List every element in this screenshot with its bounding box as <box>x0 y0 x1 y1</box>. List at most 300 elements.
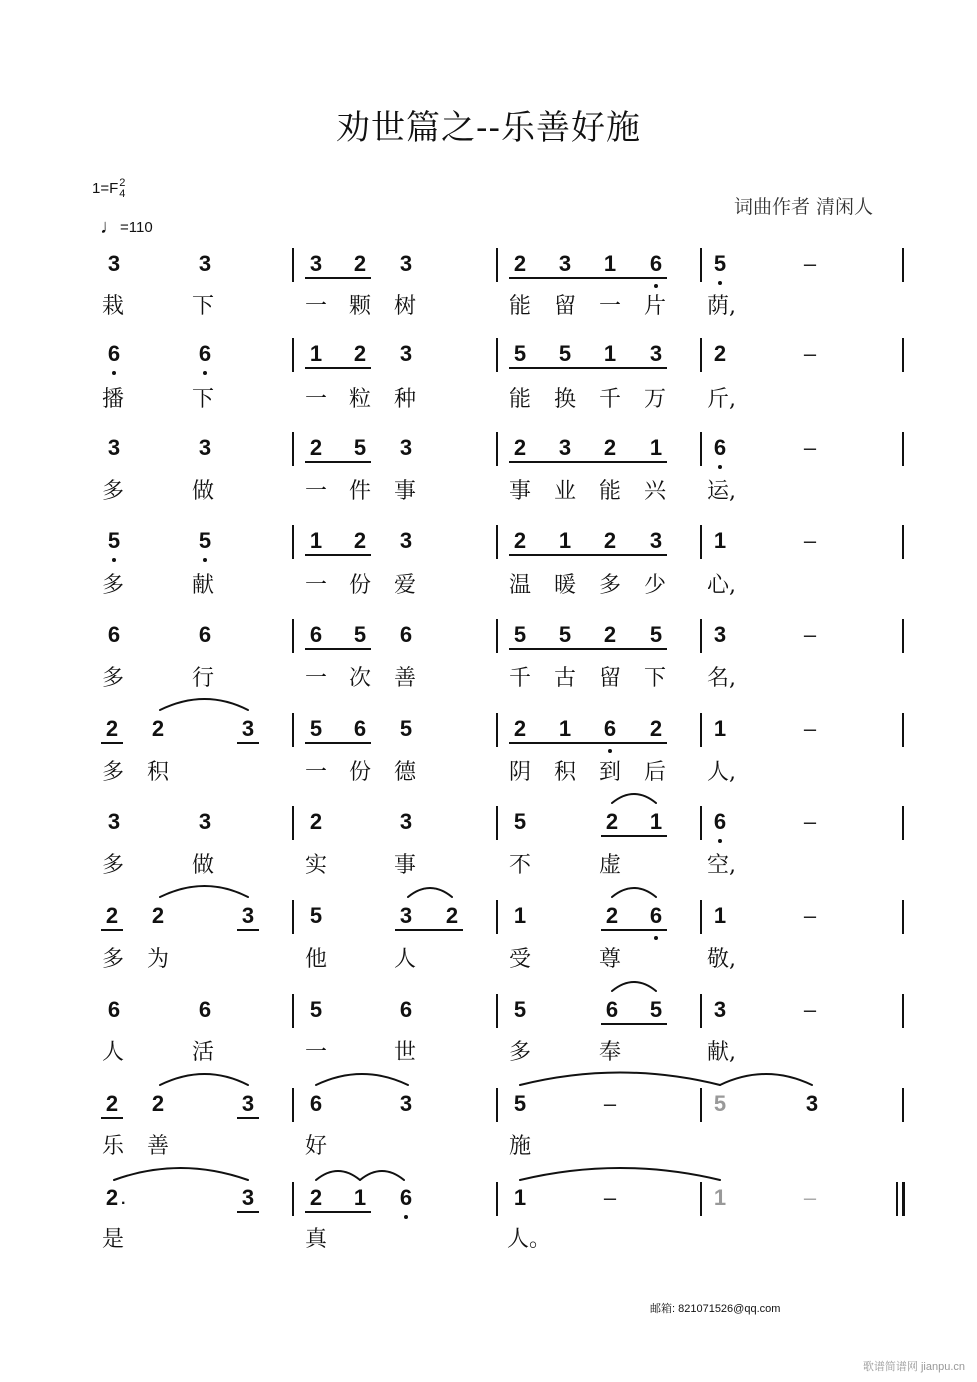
lyric: 暖 <box>553 573 576 598</box>
slur <box>520 1168 720 1180</box>
lyric: 多 <box>598 573 621 598</box>
note: 1 <box>713 1185 727 1210</box>
note: 1 <box>713 903 727 928</box>
bar-line <box>496 248 498 282</box>
note: 2 <box>309 809 323 834</box>
note: 1 <box>309 341 323 366</box>
beam-underline <box>610 648 656 650</box>
lyric: 多 <box>101 573 124 598</box>
dash-mark: – <box>803 622 817 647</box>
octave-dot <box>203 371 207 375</box>
note: 6 <box>198 622 212 647</box>
eighth-underline <box>237 1211 259 1213</box>
beam-underline <box>316 554 360 556</box>
dash-mark: – <box>803 341 817 366</box>
bar-line <box>902 525 904 559</box>
note: 6 <box>198 997 212 1022</box>
note: 6 <box>709 810 731 834</box>
note: 1 <box>558 716 572 741</box>
eighth-underline <box>237 1117 259 1119</box>
beam-underline <box>565 461 610 463</box>
note: 3 <box>558 251 572 276</box>
slur <box>160 699 248 710</box>
bar-line <box>700 338 702 372</box>
note: 1 <box>309 528 323 553</box>
note: 2 <box>105 903 119 928</box>
note: 5 <box>513 809 527 834</box>
lyric: 献, <box>707 1040 736 1065</box>
note: 2 <box>353 251 367 276</box>
lyric: 多 <box>101 760 124 785</box>
note: 3 <box>241 716 255 741</box>
note: 3 <box>399 528 413 553</box>
note: 5 <box>103 529 125 553</box>
lyric: 多 <box>101 947 124 972</box>
beam-underline <box>565 277 610 279</box>
note: 3 <box>558 435 572 460</box>
note: 6 <box>599 717 621 741</box>
beam-underline <box>316 461 360 463</box>
lyric: 尊 <box>598 947 621 972</box>
octave-dot <box>654 936 658 940</box>
note: 5 <box>513 1091 527 1116</box>
lyric: 下 <box>191 294 214 319</box>
octave-dot <box>654 284 658 288</box>
dash-mark: – <box>803 251 817 276</box>
bar-line <box>292 525 294 559</box>
bar-line <box>292 994 294 1028</box>
lyric: 件 <box>348 479 371 504</box>
note: 6 <box>107 622 121 647</box>
note: 2 <box>649 716 663 741</box>
bar-line <box>496 525 498 559</box>
lyric: 行 <box>191 666 214 691</box>
slur <box>160 1074 248 1085</box>
lyric: 能 <box>598 479 621 504</box>
note: 3 <box>198 809 212 834</box>
octave-dot <box>112 558 116 562</box>
note: 5 <box>513 341 527 366</box>
watermark: 歌谱简谱网 jianpu.cn <box>862 1361 965 1373</box>
note: 2 <box>105 716 119 741</box>
bar-line <box>292 619 294 653</box>
bar-line <box>902 713 904 747</box>
beam-underline <box>316 277 360 279</box>
note: 1 <box>558 528 572 553</box>
lyric: 一 <box>304 387 327 412</box>
dash-mark: – <box>603 1185 617 1210</box>
bar-line <box>496 900 498 934</box>
note: 3 <box>399 341 413 366</box>
lyric: 爱 <box>393 573 416 598</box>
composer-credit: 词曲作者 清闲人 <box>733 196 873 218</box>
lyric: 人。 <box>507 1227 552 1252</box>
song-title: 劝世篇之--乐善好施 <box>336 108 641 148</box>
note: 3 <box>198 435 212 460</box>
note: 5 <box>709 252 731 276</box>
lyric: 古 <box>553 666 576 691</box>
note: 3 <box>805 1091 819 1116</box>
lyric: 次 <box>348 666 371 691</box>
note: 1 <box>649 809 663 834</box>
lyric: 多 <box>101 479 124 504</box>
note: 3 <box>198 251 212 276</box>
bar-line <box>292 248 294 282</box>
time-signature: 2 4 <box>119 177 126 200</box>
note: 3 <box>241 1185 255 1210</box>
lyric: 一 <box>304 666 327 691</box>
beam-underline <box>612 835 656 837</box>
note: 6 <box>309 1091 323 1116</box>
beam-underline <box>565 554 610 556</box>
bar-line <box>496 1182 498 1216</box>
key-signature <box>92 178 125 200</box>
eighth-underline <box>101 929 123 931</box>
beam-underline <box>565 648 610 650</box>
note: 3 <box>713 622 727 647</box>
slur <box>360 1171 404 1180</box>
lyric: 万 <box>643 387 666 412</box>
lyric: 一 <box>304 294 327 319</box>
note: 2 <box>309 435 323 460</box>
beam-underline <box>406 929 452 931</box>
eighth-underline <box>101 1117 123 1119</box>
note: 6 <box>395 1186 417 1210</box>
lyric: 做 <box>191 853 214 878</box>
beam-underline <box>612 929 656 931</box>
note: 2 <box>513 528 527 553</box>
lyric: 栽 <box>101 294 124 319</box>
slur <box>408 888 452 897</box>
note: 2 <box>513 251 527 276</box>
beam-underline <box>520 277 565 279</box>
lyric: 下 <box>191 387 214 412</box>
beam-underline <box>520 367 565 369</box>
note: 6 <box>309 622 323 647</box>
lyric: 人 <box>101 1040 124 1065</box>
note: 1 <box>603 341 617 366</box>
note: 2 <box>309 1185 323 1210</box>
lyric: 献 <box>191 573 214 598</box>
bar-line <box>700 619 702 653</box>
beam-underline <box>610 367 656 369</box>
bar-line <box>700 713 702 747</box>
dash-mark: – <box>803 528 817 553</box>
bar-line <box>700 900 702 934</box>
quarter-note-icon: ♩ <box>100 216 120 238</box>
bar-line <box>902 432 904 466</box>
lyric: 下 <box>643 666 666 691</box>
bar-line <box>496 713 498 747</box>
beam-underline <box>610 461 656 463</box>
note: 6 <box>107 997 121 1022</box>
beam-underline <box>316 367 360 369</box>
slur <box>720 1074 812 1085</box>
bar-line <box>902 248 904 282</box>
lyric: 一 <box>304 1040 327 1065</box>
lyric: 片 <box>643 294 666 319</box>
note: 2 <box>105 1091 119 1116</box>
eighth-underline <box>237 742 259 744</box>
note: 3 <box>309 251 323 276</box>
dash-mark: – <box>803 1185 817 1210</box>
slur <box>316 1171 360 1180</box>
note: 5 <box>194 529 216 553</box>
note: 5 <box>649 997 663 1022</box>
dash-mark: – <box>803 903 817 928</box>
note: 5 <box>309 997 323 1022</box>
dash-mark: – <box>803 997 817 1022</box>
lyric: 他 <box>304 947 327 972</box>
lyric: 业 <box>553 479 576 504</box>
lyric: 敬, <box>707 947 736 972</box>
key-label: 1=F <box>92 179 119 197</box>
note: 1 <box>603 251 617 276</box>
lyric: 好 <box>304 1134 327 1159</box>
lyric: 粒 <box>348 387 371 412</box>
lyric: 颗 <box>348 294 371 319</box>
bar-line <box>292 900 294 934</box>
slur <box>520 1073 720 1086</box>
eighth-underline <box>101 742 123 744</box>
note: 3 <box>107 435 121 460</box>
note: 3 <box>241 903 255 928</box>
lyric: 留 <box>598 666 621 691</box>
lyric: 是 <box>101 1227 124 1252</box>
note: 2 <box>353 528 367 553</box>
lyric: 积 <box>553 760 576 785</box>
tempo-value: =110 <box>120 219 153 236</box>
note: 6 <box>399 622 413 647</box>
note: 1 <box>713 528 727 553</box>
octave-dot <box>203 558 207 562</box>
lyric: 为 <box>146 947 169 972</box>
bar-line <box>292 713 294 747</box>
lyric: 虚 <box>598 853 621 878</box>
octave-dot <box>404 1215 408 1219</box>
note: 5 <box>309 903 323 928</box>
note: 3 <box>399 251 413 276</box>
note: 2 <box>513 435 527 460</box>
lyric: 一 <box>304 479 327 504</box>
augmentation-dot: · <box>121 1195 127 1212</box>
beam-underline <box>520 648 565 650</box>
note: 1 <box>513 903 527 928</box>
note: 5 <box>558 341 572 366</box>
bar-line <box>700 525 702 559</box>
bar-line <box>902 338 904 372</box>
lyric: 名, <box>707 666 736 691</box>
note: 3 <box>399 435 413 460</box>
note: 2 <box>151 716 165 741</box>
lyric: 事 <box>393 853 416 878</box>
note: 5 <box>649 622 663 647</box>
lyric: 事 <box>508 479 531 504</box>
lyric: 份 <box>348 760 371 785</box>
lyric: 奉 <box>598 1040 621 1065</box>
slur <box>612 794 656 803</box>
bar-line <box>496 994 498 1028</box>
lyric: 树 <box>393 294 416 319</box>
octave-dot <box>718 281 722 285</box>
beam-underline <box>316 648 360 650</box>
note: 2 <box>713 341 727 366</box>
beam-underline <box>520 461 565 463</box>
beam-underline <box>520 742 565 744</box>
lyric: 播 <box>101 387 124 412</box>
dash-mark: – <box>803 809 817 834</box>
bar-line <box>902 900 904 934</box>
bar-line <box>902 994 904 1028</box>
lyric: 一 <box>304 760 327 785</box>
beam-underline <box>610 742 656 744</box>
bar-line <box>700 994 702 1028</box>
lyric: 受 <box>508 947 531 972</box>
bar-line <box>496 1088 498 1122</box>
note: 5 <box>513 622 527 647</box>
lyric: 留 <box>553 294 576 319</box>
bar-line <box>700 248 702 282</box>
lyric: 种 <box>393 387 416 412</box>
note: 2 <box>603 435 617 460</box>
lyric: 真 <box>304 1227 327 1252</box>
lyric: 千 <box>598 387 621 412</box>
bar-line <box>902 619 904 653</box>
lyric: 到 <box>598 760 621 785</box>
note: 5 <box>353 435 367 460</box>
lyric: 活 <box>191 1040 214 1065</box>
slur <box>612 982 656 991</box>
note: 6 <box>103 342 125 366</box>
lyric: 德 <box>393 760 416 785</box>
lyric: 多 <box>101 666 124 691</box>
note: 6 <box>645 252 667 276</box>
lyric: 一 <box>304 573 327 598</box>
lyric: 能 <box>508 294 531 319</box>
note: 5 <box>558 622 572 647</box>
note: 1 <box>713 716 727 741</box>
slur <box>612 888 656 897</box>
tempo-marking <box>100 216 153 239</box>
contact-email: 邮箱: 821071526@qq.com <box>650 1303 781 1315</box>
note: 2 <box>605 903 619 928</box>
bar-line <box>700 432 702 466</box>
note: 5 <box>713 1091 727 1116</box>
note: 6 <box>353 716 367 741</box>
dash-mark: – <box>803 716 817 741</box>
octave-dot <box>112 371 116 375</box>
bar-line <box>896 1182 898 1216</box>
lyric: 人 <box>393 947 416 972</box>
bar-line <box>292 806 294 840</box>
octave-dot <box>608 749 612 753</box>
slur <box>316 1074 408 1085</box>
beam-underline <box>565 742 610 744</box>
note: 1 <box>513 1185 527 1210</box>
note: 2 <box>151 903 165 928</box>
note: 5 <box>353 622 367 647</box>
bar-line <box>496 619 498 653</box>
lyric: 换 <box>553 387 576 412</box>
note: 6 <box>605 997 619 1022</box>
note: 3 <box>399 809 413 834</box>
note: 6 <box>399 997 413 1022</box>
bar-line <box>292 1182 294 1216</box>
beam-underline <box>565 367 610 369</box>
note: 6 <box>645 904 667 928</box>
note: 3 <box>649 528 663 553</box>
lyric: 份 <box>348 573 371 598</box>
bar-line <box>292 432 294 466</box>
lyric: 人, <box>707 760 736 785</box>
beam-underline <box>520 554 565 556</box>
bar-line <box>902 806 904 840</box>
note: 3 <box>241 1091 255 1116</box>
lyric: 做 <box>191 479 214 504</box>
bar-line <box>496 432 498 466</box>
note: 2 <box>605 809 619 834</box>
bar-line <box>902 1182 905 1216</box>
lyric: 后 <box>643 760 666 785</box>
slur <box>114 1168 248 1180</box>
bar-line <box>700 806 702 840</box>
note: 3 <box>649 341 663 366</box>
lyric: 世 <box>393 1040 416 1065</box>
lyric: 斤, <box>707 387 736 412</box>
lyric: 温 <box>508 573 531 598</box>
beam-underline <box>316 742 360 744</box>
bar-line <box>496 338 498 372</box>
lyric: 多 <box>101 853 124 878</box>
note: 2 <box>353 341 367 366</box>
beam-underline <box>610 277 656 279</box>
eighth-underline <box>237 929 259 931</box>
slur <box>160 886 248 897</box>
bar-line <box>496 806 498 840</box>
lyric: 少 <box>643 573 666 598</box>
note: 6 <box>194 342 216 366</box>
lyric: 多 <box>508 1040 531 1065</box>
note: 1 <box>649 435 663 460</box>
dash-mark: – <box>603 1091 617 1116</box>
note: 3 <box>399 1091 413 1116</box>
bar-line <box>700 1182 702 1216</box>
beam-underline <box>610 554 656 556</box>
note: 2 <box>445 903 459 928</box>
lyric: 心, <box>707 573 736 598</box>
lyric: 千 <box>508 666 531 691</box>
bar-line <box>292 1088 294 1122</box>
lyric: 实 <box>304 853 327 878</box>
lyric: 积 <box>146 760 169 785</box>
note: 5 <box>513 997 527 1022</box>
bar-line <box>700 1088 702 1122</box>
note: 5 <box>399 716 413 741</box>
note: 3 <box>107 809 121 834</box>
lyric: 兴 <box>643 479 666 504</box>
note: 6 <box>709 436 731 460</box>
bar-line <box>292 338 294 372</box>
note: 1 <box>353 1185 367 1210</box>
note: 2 <box>603 622 617 647</box>
dash-mark: – <box>803 435 817 460</box>
lyric: 一 <box>598 294 621 319</box>
lyric: 乐 <box>101 1134 124 1159</box>
note: 2 <box>603 528 617 553</box>
note: 2 <box>513 716 527 741</box>
lyric: 能 <box>508 387 531 412</box>
lyric: 荫, <box>707 294 736 319</box>
